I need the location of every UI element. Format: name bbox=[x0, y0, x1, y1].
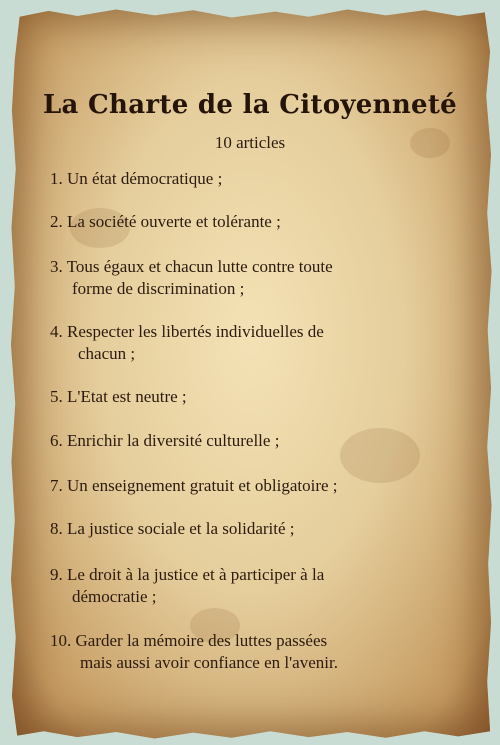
article-number: 6. bbox=[50, 431, 63, 450]
article-text-continuation: forme de discrimination ; bbox=[72, 279, 245, 298]
article-text: Un enseignement gratuit et obligatoire ; bbox=[67, 476, 338, 495]
article-text: Enrichir la diversité culturelle ; bbox=[67, 431, 280, 450]
document-subtitle: 10 articles bbox=[214, 133, 286, 152]
article-number: 7. bbox=[50, 476, 63, 495]
article-number: 2. bbox=[50, 212, 63, 231]
article-text: La société ouverte et tolérante ; bbox=[67, 212, 281, 231]
article-3 bbox=[50, 256, 465, 300]
article-number: 8. bbox=[50, 519, 63, 538]
article-number: 10. bbox=[50, 631, 72, 650]
article-number: 1. bbox=[50, 169, 63, 188]
article-7 bbox=[50, 475, 465, 497]
article-text: La justice sociale et la solidarité ; bbox=[67, 519, 295, 538]
article-6 bbox=[50, 430, 465, 452]
article-2 bbox=[50, 211, 465, 233]
article-number: 5. bbox=[50, 387, 63, 406]
article-text-continuation: chacun ; bbox=[78, 344, 136, 363]
article-4 bbox=[50, 321, 465, 365]
article-text: Respecter les libertés individuelles de bbox=[67, 322, 324, 341]
article-number: 4. bbox=[50, 322, 63, 341]
article-text: Un état démocratique ; bbox=[67, 169, 223, 188]
article-1 bbox=[50, 168, 465, 190]
article-text: Le droit à la justice et à participer à la bbox=[67, 565, 325, 584]
article-10 bbox=[50, 630, 465, 674]
article-number: 9. bbox=[50, 565, 63, 584]
article-number: 3. bbox=[50, 257, 63, 276]
article-text: Tous égaux et chacun lutte contre toute bbox=[66, 257, 333, 276]
article-text-continuation: démocratie ; bbox=[72, 587, 157, 606]
article-5 bbox=[50, 386, 465, 408]
article-text-continuation: mais aussi avoir confiance en l'avenir. bbox=[80, 653, 338, 672]
article-text: Garder la mémoire des luttes passées bbox=[75, 631, 328, 650]
article-9 bbox=[50, 564, 465, 608]
article-text: L'Etat est neutre ; bbox=[67, 387, 187, 406]
article-8 bbox=[50, 518, 465, 540]
document-title: La Charte de la Citoyenneté bbox=[42, 90, 458, 120]
